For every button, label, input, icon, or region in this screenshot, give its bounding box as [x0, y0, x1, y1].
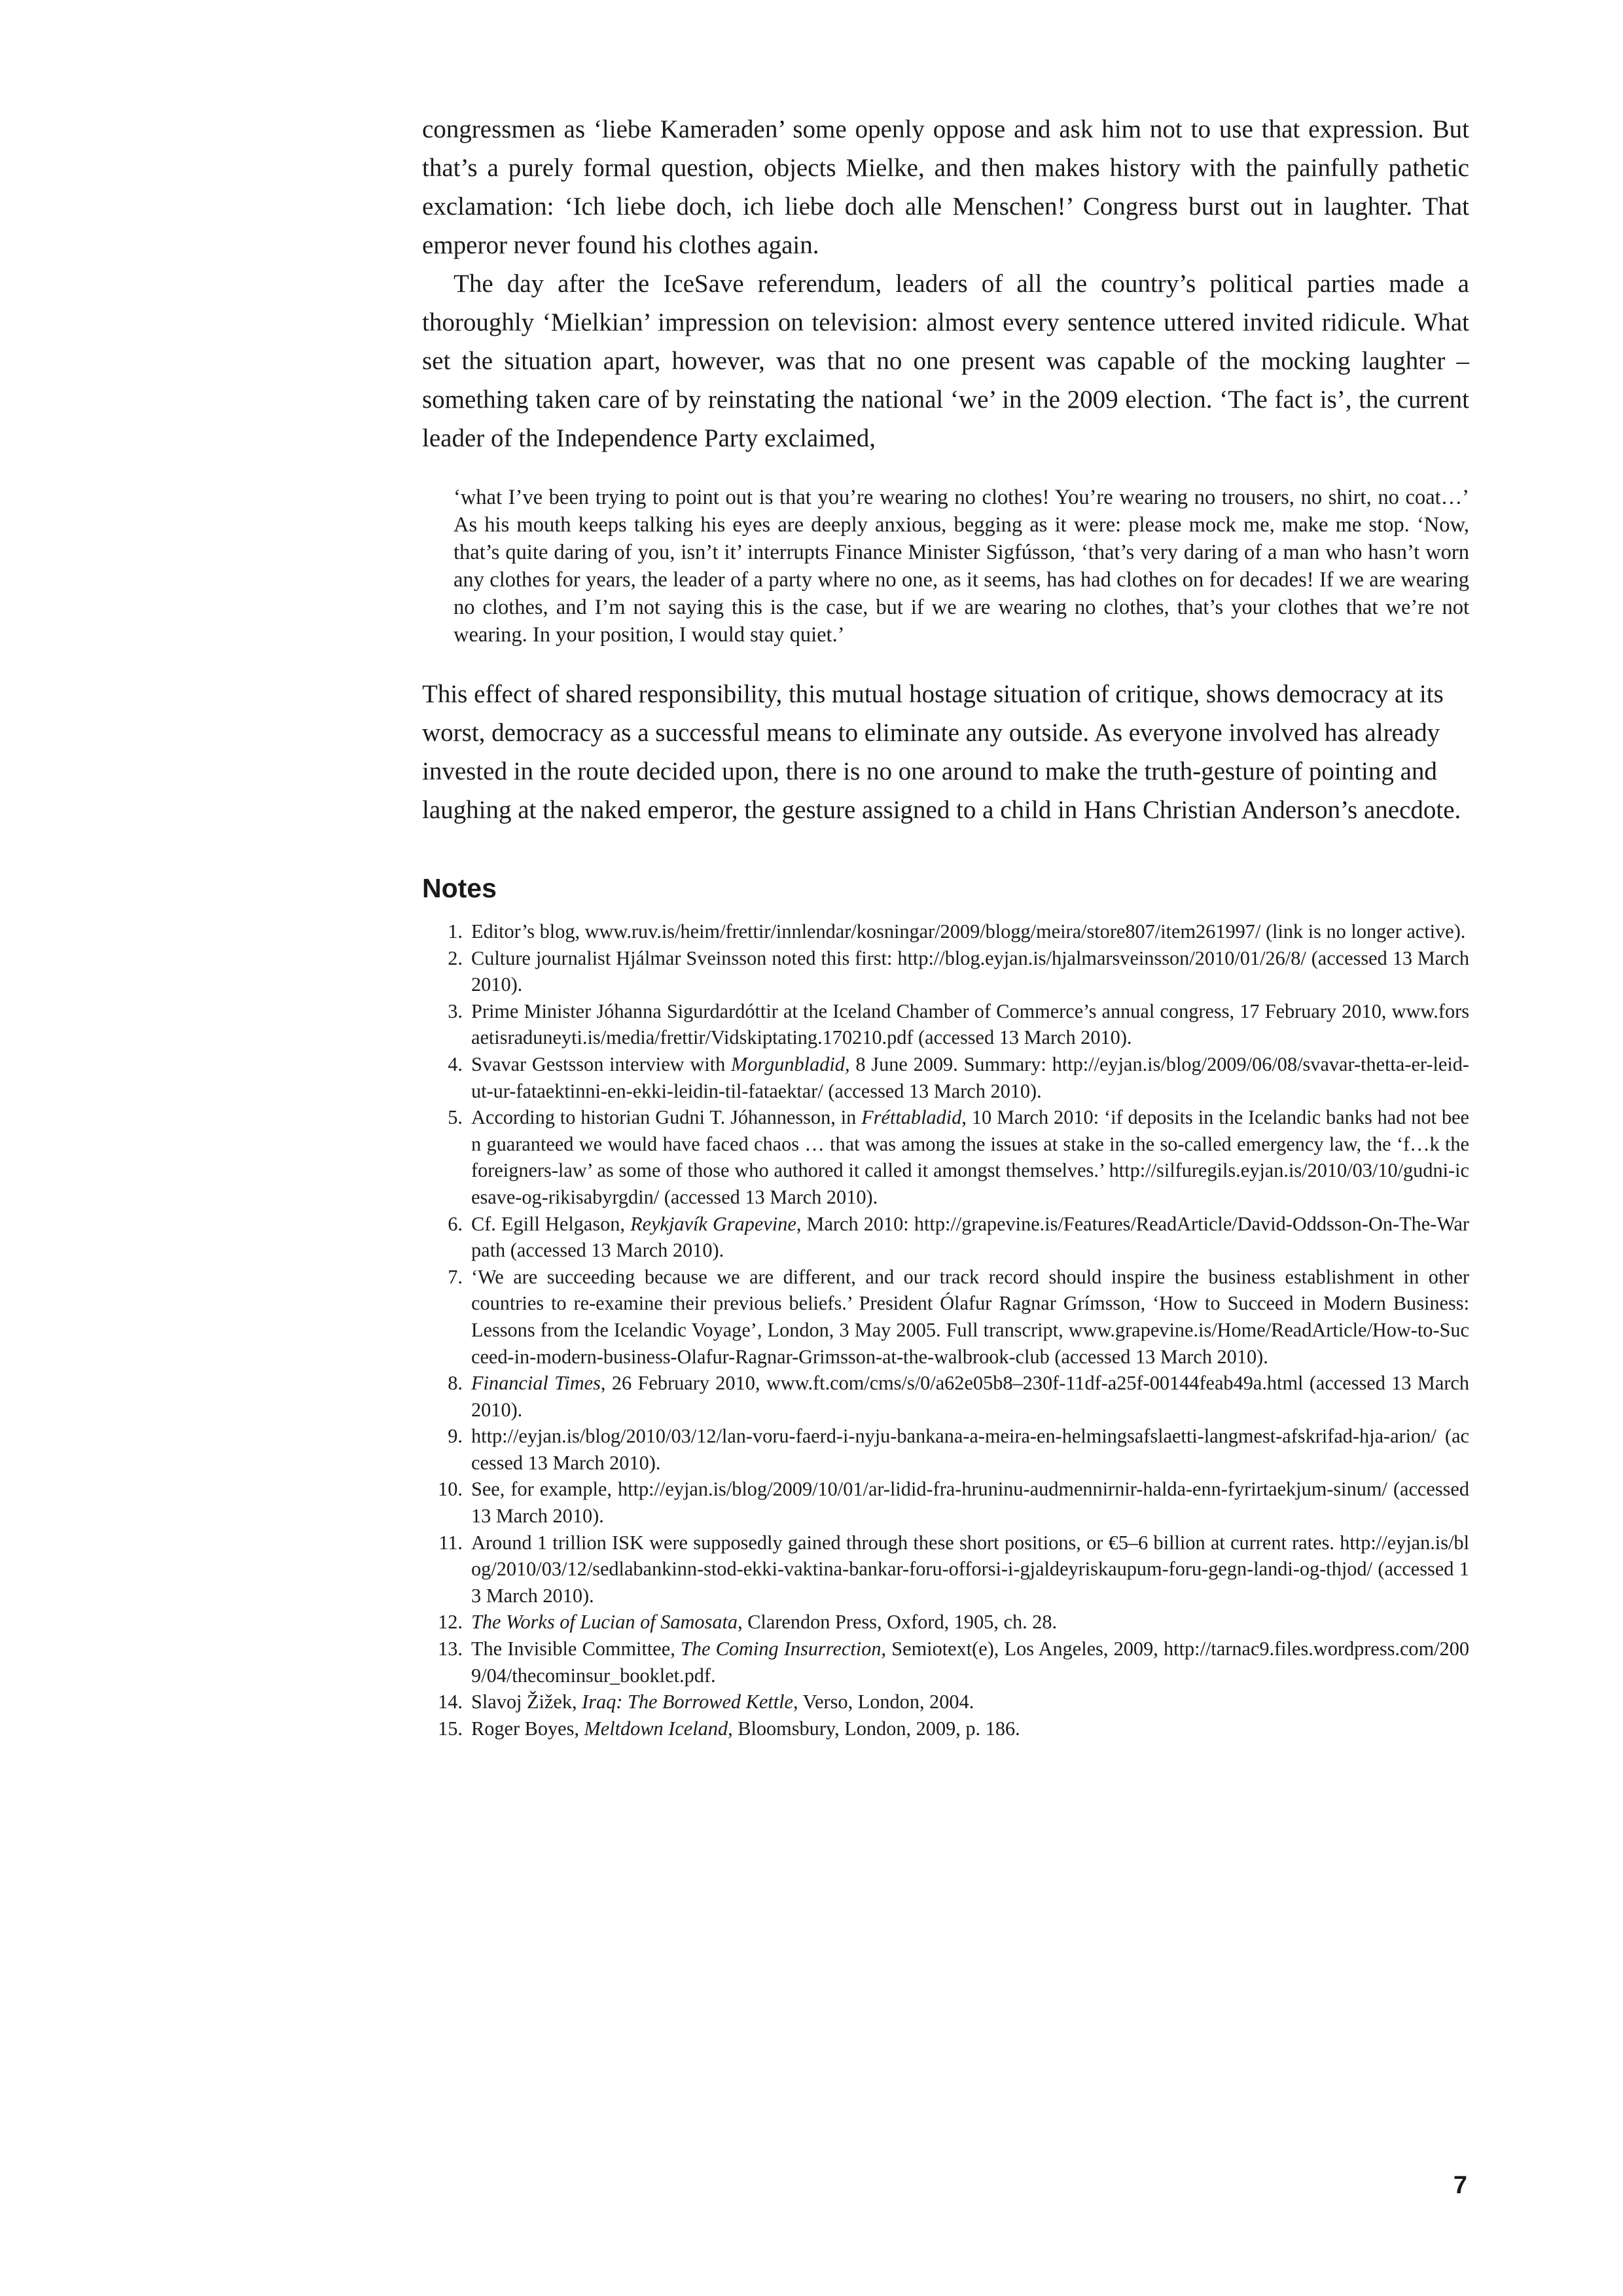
note-text-rest: http://eyjan.is/blog/2010/03/12/lan-voru-faerd-i-nyju-bankana-a-meira-en-helmingsafslaetti-langmest-afskrifad-hja-arion/ (accessed 13 March 2010). — [471, 1425, 1469, 1474]
body-paragraph-3: This effect of shared responsibility, this mutual hostage situation of critique, shows democracy at its worst, democracy as a successful means to eliminate any outside. As everyone involved has already invested in the route decided upon, there is no one around to make the truth-gesture of pointing and laughing at the naked emperor, the gesture assigned to a child in Hans Christian Anderson’s anecdote. — [422, 680, 1461, 824]
main-text-column — [422, 110, 1469, 1742]
note-text-rest: , Semiotext(e), Los Angeles, 2009, http://tarnac9.files.wordpress.com/2009/04/thecominsur_booklet.pdf. — [471, 1638, 1469, 1687]
note-text: According to historian Gudni T. Jóhannesson, in — [471, 1106, 862, 1129]
note-text: Roger Boyes, — [471, 1717, 584, 1740]
note-text: ‘We are succeeding because we are different, and our track record should inspire the business establishment in other countries to re-examine their previous beliefs.’ President Ólafur Ragnar Grímsson, ‘How to Succeed in Modern Business: Lessons from the Icelandic Voyage’, London, 3 May 2005. Full transcript, — [471, 1265, 1469, 1341]
note-number: 14. — [438, 1691, 463, 1713]
note-text-rest: , 26 February 2010, www.ft.com/cms/s/0/a62e05b8–230f-11df-a25f-00144feab49a.html (accessed 13 March 2010). — [471, 1372, 1470, 1421]
note-number: 11. — [438, 1531, 463, 1554]
note-text: Cf. Egill Helgason, — [471, 1212, 631, 1235]
note-item — [422, 945, 1469, 998]
note-text-rest: www.ruv.is/heim/frettir/innlendar/kosningar/2009/blogg/meira/store807/item261997/ (link is no longer active). — [584, 920, 1466, 942]
note-item — [422, 1423, 1469, 1476]
note-item — [422, 1636, 1469, 1689]
note-number: 10. — [438, 1478, 463, 1501]
note-number: 4. — [448, 1052, 463, 1075]
note-item — [422, 1689, 1469, 1715]
note-number: 15. — [438, 1717, 463, 1740]
note-text-rest: 8 June 2009. Summary: http://eyjan.is/blog/2009/06/08/svavar-thetta-er-leid-ut-ur-fataektinni-en-ekki-leidin-til-fataektar/ (accessed 13 March 2010). — [471, 1052, 1469, 1102]
note-item — [422, 1211, 1469, 1264]
note-text-rest: , Bloomsbury, London, 2009, p. 186. — [728, 1717, 1020, 1740]
note-text-rest: , March 2010: http://grapevine.is/Features/ReadArticle/David-Oddsson-On-The-Warpath (accessed 13 March 2010). — [471, 1212, 1469, 1262]
note-number: 1. — [448, 920, 463, 942]
body-paragraph-1: congressmen as ‘liebe Kameraden’ some openly oppose and ask him not to use that expression. But that’s a purely formal question, objects Mielke, and then makes history with the painfully pathetic exclamation: ‘Ich liebe doch, ich liebe doch alle Menschen!’ Congress burst out in laughter. That emperor never found his clothes again. — [422, 115, 1469, 259]
note-item — [422, 1609, 1469, 1636]
note-item — [422, 998, 1469, 1051]
note-number: 13. — [438, 1638, 463, 1660]
note-text: Slavoj Žižek, — [471, 1691, 582, 1713]
note-item — [422, 1104, 1469, 1210]
note-number: 9. — [448, 1425, 463, 1448]
note-italic-title: Reykjavík Grapevine — [630, 1212, 796, 1235]
note-italic-title: The Works of Lucian of Samosata — [471, 1611, 738, 1634]
note-text: Prime Minister Jóhanna Sigurdardóttir at the Iceland Chamber of Commerce’s annual congress, 17 February 2010, — [471, 999, 1392, 1022]
note-text-rest: , 10 March 2010: ‘if deposits in the Icelandic banks had not been guaranteed we would have faced chaos … that was among the issues at stake in the so-called emergency law, the ‘f…k the foreigners-law’ as some of those who authored it called it amongst themselves.’ http://silfuregils.eyjan.is/2010/03/10/gudni-icesave-og-rikisabyrgdin/ (accessed 13 March 2010). — [471, 1106, 1469, 1208]
note-text: Culture journalist Hjálmar Sveinsson noted this first: — [471, 946, 898, 969]
note-text-rest: http://eyjan.is/blog/2010/03/12/sedlabankinn-stod-ekki-vaktina-bankar-foru-offorsi-i-gjaldeyriskaupum-foru-gegn-landi-og-thjod/ (accessed 13 March 2010). — [471, 1531, 1469, 1607]
note-italic-title: Iraq: The Borrowed Kettle — [582, 1691, 793, 1713]
note-item — [422, 1370, 1469, 1423]
note-text-rest: http://blog.eyjan.is/hjalmarsveinsson/2010/01/26/8/ (accessed 13 March 2010). — [471, 946, 1469, 996]
note-text-rest: http://eyjan.is/blog/2009/10/01/ar-lidid-fra-hruninu-audmennirnir-halda-enn-fyrirtaekjum-sinum/ (accessed 13 March 2010). — [471, 1478, 1469, 1528]
note-text: Svavar Gestsson interview with — [471, 1052, 732, 1075]
note-number: 12. — [438, 1611, 463, 1634]
note-item — [422, 1715, 1469, 1742]
notes-list — [422, 918, 1469, 1742]
note-number: 6. — [448, 1212, 463, 1235]
note-text: Around 1 trillion ISK were supposedly gained through these short positions, or €5–6 billion at current rates. — [471, 1531, 1340, 1554]
note-item — [422, 1476, 1469, 1529]
note-number: 3. — [448, 999, 463, 1022]
note-number: 2. — [448, 946, 463, 969]
note-italic-title: Fréttabladid — [861, 1106, 962, 1129]
note-item — [422, 918, 1469, 945]
notes-heading: Notes — [422, 873, 497, 903]
block-quote: ‘what I’ve been trying to point out is that you’re wearing no clothes! You’re wearing no trousers, no shirt, no coat…’ As his mouth keeps talking his eyes are deeply anxious, begging as it were: please mock me, make me stop. ‘Now, that’s quite daring of you, isn’t it’ interrupts Finance Minister Sigfússon, ‘that’s very daring of a man who hasn’t worn any clothes for years, the leader of a party where no one, as it seems, has had clothes on for decades! If we are wearing no clothes, and I’m not saying this is the case, but if we are wearing no clothes, that’s your clothes that we’re not wearing. In your position, I would stay quiet.’ — [454, 486, 1469, 647]
note-number: 7. — [448, 1265, 463, 1288]
note-text-rest: , Verso, London, 2004. — [793, 1691, 974, 1713]
note-italic-title: The Coming Insurrection — [681, 1638, 882, 1660]
note-text: Editor’s blog, — [471, 920, 585, 942]
note-item — [422, 1264, 1469, 1370]
note-item — [422, 1051, 1469, 1104]
note-text-rest: , Clarendon Press, Oxford, 1905, ch. 28. — [738, 1611, 1058, 1634]
note-text-rest: www.grapevine.is/Home/ReadArticle/How-to-Succeed-in-modern-business-Olafur-Ragnar-Grimsson-at-the-walbrook-club (accessed 13 March 2010). — [471, 1318, 1469, 1368]
note-italic-title: Morgunbladid, — [731, 1052, 850, 1075]
note-italic-title: Meltdown Iceland — [584, 1717, 728, 1740]
body-paragraph-2: The day after the IceSave referendum, leaders of all the country’s political parties made a thoroughly ‘Mielkian’ impression on television: almost every sentence uttered invited ridicule. What set the situation apart, however, was that no one present was capable of the mocking laughter – something taken care of by reinstating the national ‘we’ in the 2009 election. ‘The fact is’, the current leader of the Independence Party exclaimed, — [422, 270, 1469, 452]
note-text: The Invisible Committee, — [471, 1638, 681, 1660]
note-item — [422, 1530, 1469, 1609]
page-number: 7 — [1453, 2172, 1467, 2199]
note-italic-title: Financial Times — [471, 1372, 601, 1395]
note-number: 8. — [448, 1372, 463, 1395]
note-number: 5. — [448, 1106, 463, 1129]
note-text-rest: www.forsaetisraduneyti.is/media/frettir/Vidskiptating.170210.pdf (accessed 13 March 2010). — [471, 999, 1469, 1049]
note-text: See, for example, — [471, 1478, 618, 1501]
